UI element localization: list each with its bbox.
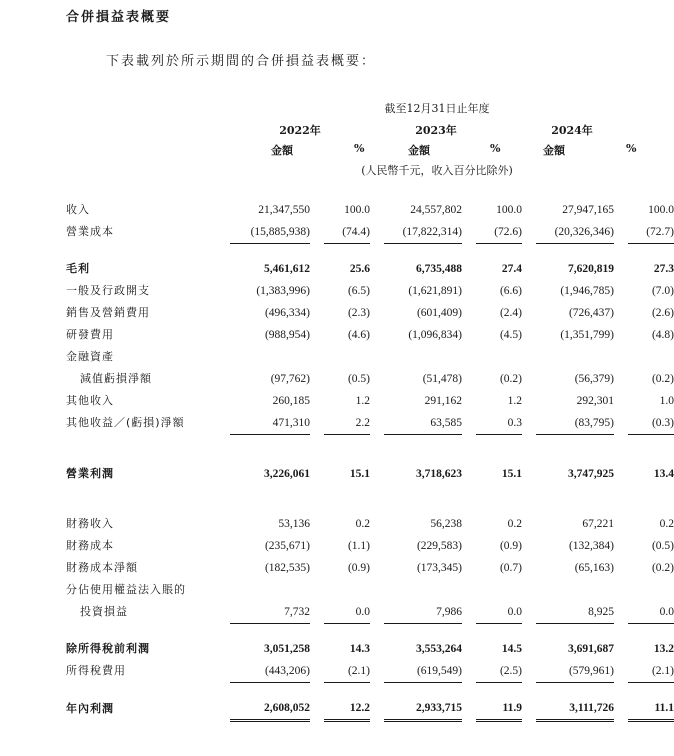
row-label: 研發費用 — [66, 328, 114, 341]
percent-cell: (2.4) — [499, 307, 522, 319]
percent-cell: 13.2 — [653, 643, 674, 655]
amount-cell: (988,954) — [264, 329, 310, 341]
percent-cell: (0.5) — [347, 373, 370, 385]
percent-cell — [628, 346, 674, 368]
amount-cell: 3,111,726 — [536, 697, 614, 721]
amount-cell: (1,096,834) — [408, 329, 462, 341]
amount-cell — [536, 346, 614, 368]
amount-cell: (182,535) — [264, 562, 310, 574]
amount-cell: 6,735,488 — [416, 263, 462, 275]
percent-cell: (6.5) — [347, 285, 370, 297]
amount-cell: (229,583) — [416, 540, 462, 552]
table-row — [66, 258, 674, 280]
row-label: 投資損益 — [80, 605, 128, 619]
percent-cell — [324, 346, 370, 368]
income-statement-table — [66, 199, 674, 722]
percent-cell: (0.2) — [651, 373, 674, 385]
percent-cell: (0.7) — [499, 562, 522, 574]
amount-cell — [230, 346, 310, 368]
percent-cell: (0.9) — [347, 562, 370, 574]
percent-cell — [476, 346, 522, 368]
amount-cell: (443,206) — [230, 660, 310, 683]
unit-note: (人民幣千元，收入百分比除外) — [361, 164, 513, 177]
percent-cell: 27.3 — [653, 263, 674, 275]
percent-cell: 0.2 — [659, 518, 674, 530]
amount-cell: 53,136 — [278, 518, 310, 530]
percent-cell: (6.6) — [499, 285, 522, 297]
percent-cell: (0.3) — [628, 412, 674, 435]
table-row — [66, 199, 674, 221]
amount-cell: 27,947,165 — [562, 204, 614, 216]
percent-cell: 13.4 — [653, 468, 674, 480]
table-row — [66, 324, 674, 346]
amount-cell: 3,747,925 — [568, 468, 614, 480]
amount-cell — [384, 579, 462, 601]
percent-cell: 0.2 — [507, 518, 522, 530]
row-label: 所得稅費用 — [66, 664, 126, 678]
amount-cell: (51,478) — [422, 373, 462, 385]
percent-cell: 100.0 — [344, 204, 370, 216]
amount-cell — [536, 579, 614, 601]
row-label: 分佔使用權益法入賬的 — [66, 583, 186, 596]
amount-cell: (619,549) — [384, 660, 462, 683]
percent-cell: (4.5) — [499, 329, 522, 341]
amount-cell: (65,163) — [574, 562, 614, 574]
percent-cell: 1.2 — [507, 395, 522, 407]
amount-cell: (83,795) — [536, 412, 614, 435]
percent-cell: 25.6 — [349, 263, 370, 275]
amount-cell: 7,986 — [384, 601, 462, 624]
percent-cell: 12.2 — [324, 697, 370, 721]
amount-header-2024: 金額 — [543, 144, 565, 157]
year-2023-header: 2023年 — [415, 124, 457, 137]
row-label: 財務收入 — [66, 517, 114, 530]
percent-cell: 15.1 — [501, 468, 522, 480]
row-label: 金融資產 — [66, 350, 114, 363]
percent-cell: 15.1 — [349, 468, 370, 480]
row-label: 財務成本 — [66, 539, 114, 552]
intro-text: 下表載列於所示期間的合併損益表概要： — [106, 54, 377, 69]
table-row — [66, 579, 674, 601]
row-label: 營業利潤 — [66, 467, 114, 480]
table-row — [66, 221, 674, 244]
amount-cell — [230, 579, 310, 601]
amount-cell: (17,822,314) — [384, 221, 462, 244]
percent-cell: (2.1) — [324, 660, 370, 683]
percent-cell: 0.2 — [355, 518, 370, 530]
percent-cell: (0.9) — [499, 540, 522, 552]
amount-header-2022: 金額 — [271, 144, 293, 157]
amount-cell: 292,301 — [576, 395, 614, 407]
table-row — [66, 601, 674, 624]
amount-cell: 3,691,687 — [568, 643, 614, 655]
percent-cell: (2.1) — [628, 660, 674, 683]
amount-cell: (601,409) — [416, 307, 462, 319]
percent-cell: (0.5) — [651, 540, 674, 552]
amount-cell: 67,221 — [582, 518, 614, 530]
percent-cell: 0.0 — [324, 601, 370, 624]
percent-cell: 0.3 — [476, 412, 522, 435]
row-label: 其他收益／(虧損)淨額 — [66, 416, 185, 430]
table-row — [66, 557, 674, 579]
amount-header-2023: 金額 — [408, 144, 430, 157]
table-row — [66, 660, 674, 683]
amount-cell: (726,437) — [568, 307, 614, 319]
amount-cell: (97,762) — [270, 373, 310, 385]
amount-cell: 2,608,052 — [230, 697, 310, 721]
year-2024-header: 2024年 — [551, 124, 593, 137]
amount-cell: (496,334) — [264, 307, 310, 319]
percent-cell: (7.0) — [651, 285, 674, 297]
amount-cell: (235,671) — [264, 540, 310, 552]
table-row — [66, 513, 674, 535]
row-label: 財務成本淨額 — [66, 561, 138, 574]
amount-cell: (20,326,346) — [536, 221, 614, 244]
amount-cell: (1,351,799) — [560, 329, 614, 341]
amount-cell: (1,621,891) — [408, 285, 462, 297]
percent-cell: 100.0 — [648, 204, 674, 216]
row-label: 營業成本 — [66, 225, 114, 239]
amount-cell: 8,925 — [536, 601, 614, 624]
percent-cell: 0.0 — [628, 601, 674, 624]
percent-cell: (2.5) — [476, 660, 522, 683]
table-row — [66, 346, 674, 368]
amount-cell: 2,933,715 — [384, 697, 462, 721]
percent-cell: 100.0 — [496, 204, 522, 216]
amount-cell — [384, 346, 462, 368]
percent-cell: (0.2) — [651, 562, 674, 574]
table-row — [66, 302, 674, 324]
amount-cell: 3,226,061 — [264, 468, 310, 480]
period-header: 截至12月31日止年度 — [384, 102, 490, 115]
amount-cell: 21,347,550 — [258, 204, 310, 216]
amount-cell: 56,238 — [430, 518, 462, 530]
table-row — [66, 412, 674, 435]
amount-cell: 7,620,819 — [568, 263, 614, 275]
percent-cell: (4.6) — [347, 329, 370, 341]
percent-cell — [324, 579, 370, 601]
row-label: 年內利潤 — [66, 701, 114, 715]
amount-cell: 24,557,802 — [410, 204, 462, 216]
section-title: 合併損益表概要 — [66, 10, 172, 25]
amount-cell: (132,384) — [568, 540, 614, 552]
table-row — [66, 535, 674, 557]
percent-cell: (72.7) — [628, 221, 674, 244]
percent-cell: (0.2) — [499, 373, 522, 385]
amount-cell: 63,585 — [384, 412, 462, 435]
percent-cell: 0.0 — [476, 601, 522, 624]
percent-cell: 27.4 — [501, 263, 522, 275]
percent-cell — [476, 579, 522, 601]
amount-cell: 291,162 — [424, 395, 462, 407]
table-row — [66, 463, 674, 485]
year-2022-header: 2022年 — [279, 124, 321, 137]
percent-cell: 1.2 — [355, 395, 370, 407]
percent-cell — [628, 579, 674, 601]
table-row — [66, 697, 674, 721]
amount-cell: 3,718,623 — [416, 468, 462, 480]
amount-cell: 260,185 — [272, 395, 310, 407]
table-row — [66, 280, 674, 302]
percent-cell: (4.8) — [651, 329, 674, 341]
pct-header-2023: % — [490, 142, 501, 155]
amount-cell: (1,383,996) — [256, 285, 310, 297]
percent-cell: (2.6) — [651, 307, 674, 319]
amount-cell: 3,051,258 — [264, 643, 310, 655]
percent-cell: (2.3) — [347, 307, 370, 319]
amount-cell: 3,553,264 — [416, 643, 462, 655]
percent-cell: 2.2 — [324, 412, 370, 435]
row-label: 一般及行政開支 — [66, 284, 150, 297]
table-row — [66, 368, 674, 390]
table-row — [66, 390, 674, 412]
row-label: 銷售及營銷費用 — [66, 306, 150, 319]
amount-cell: 5,461,612 — [264, 263, 310, 275]
percent-cell: (74.4) — [324, 221, 370, 244]
amount-cell: (56,379) — [574, 373, 614, 385]
row-label: 除所得稅前利潤 — [66, 642, 150, 655]
percent-cell: 11.9 — [476, 697, 522, 721]
row-label: 毛利 — [66, 262, 90, 275]
row-label: 減值虧損淨額 — [80, 372, 152, 385]
percent-cell: 11.1 — [628, 697, 674, 721]
pct-header-2022: % — [354, 142, 365, 155]
amount-cell: (1,946,785) — [560, 285, 614, 297]
table-row — [66, 638, 674, 660]
pct-header-2024: % — [626, 142, 637, 155]
row-label: 收入 — [66, 203, 90, 216]
percent-cell: (1.1) — [347, 540, 370, 552]
amount-cell: (579,961) — [536, 660, 614, 683]
amount-cell: (173,345) — [416, 562, 462, 574]
percent-cell: (72.6) — [476, 221, 522, 244]
amount-cell: (15,885,938) — [230, 221, 310, 244]
percent-cell: 14.3 — [349, 643, 370, 655]
percent-cell: 1.0 — [659, 395, 674, 407]
row-label: 其他收入 — [66, 394, 114, 407]
percent-cell: 14.5 — [501, 643, 522, 655]
amount-cell: 471,310 — [230, 412, 310, 435]
amount-cell: 7,732 — [230, 601, 310, 624]
